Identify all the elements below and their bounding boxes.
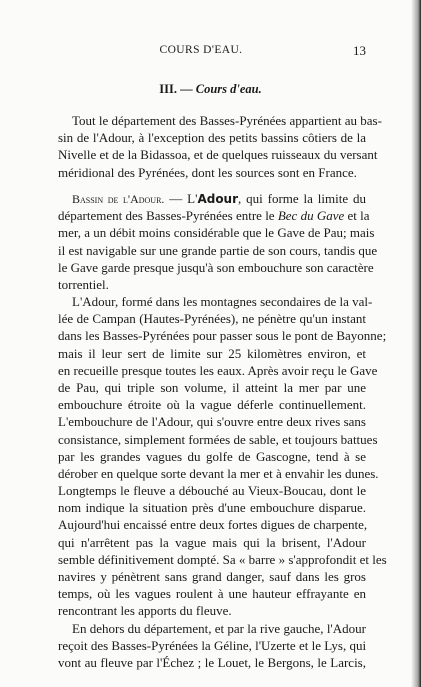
text-line: semble définitivement dompté. Sa « barre » s'approfondit et les <box>58 551 387 567</box>
text-line: embouchure étroite où la vague déferle continuellement. <box>58 397 366 413</box>
text-line: vont au fleuve par l'Échez ; le Louet, le Bergons, le Larcis, <box>58 655 366 671</box>
text-line: le Gave garde presque jusqu'à son embouchure son caractère <box>58 259 374 275</box>
text-line: lée de Campan (Hautes-Pyrénées), ne pénètre qu'un instant <box>58 311 366 327</box>
text-line: qui n'arrêtent pas la vague mais qui la brisent, l'Adour <box>58 534 366 550</box>
text-line: temps, où les vagues roulent à une hauteur effrayante en <box>58 586 366 602</box>
text-line: méridional des Pyrénées, dont les sources sont en France. <box>58 164 357 180</box>
lead-bold-term: Adour <box>197 192 239 206</box>
text-line: En dehors du département, et par la rive gauche, l'Adour <box>72 621 366 636</box>
running-title: COURS D'EAU. <box>159 44 243 56</box>
text-line: par les grandes vagues du golfe de Gascogne, tend à se <box>58 448 366 464</box>
text-line: Nivelle et de la Bidassoa, et de quelques ruisseaux du versant <box>58 147 378 163</box>
text-line: Aujourd'hui encaissé entre deux fortes digues de charpente, <box>58 517 368 533</box>
text-line: navires y pénètrent sans grand danger, sauf dans les gros <box>58 569 366 584</box>
text-line: rencontrant les apports du fleuve. <box>58 603 232 619</box>
paragraph-bassin <box>58 190 378 293</box>
text-line: de Pau, qui triple son volume, il atteint la mer par une <box>58 379 366 395</box>
section-lead-smallcaps: Bassin de l'Adour. <box>72 192 165 206</box>
text-line: nom indique la situation près d'une embouchure disparue. <box>58 500 366 516</box>
italic-term: Bec du Gave <box>277 208 345 224</box>
text-line: mer, a un débit moins considérable que le Gave de Pau; mais <box>58 225 375 241</box>
page-edge-shadow <box>411 0 421 687</box>
section-heading-number: III. — <box>159 82 193 96</box>
text-line: torrentiel. <box>58 276 109 292</box>
line-tail: et la <box>347 208 370 224</box>
text-line: consistance, simplement formées de sable, et toujours battues <box>58 431 378 447</box>
text-line: reçoit des Basses-Pyrénées la Géline, l'Uzerte et le Lys, qui <box>58 638 367 654</box>
text-line <box>58 207 370 224</box>
text-line: L'embouchure de l'Adour, qui s'ouvre entre deux rives sans <box>58 414 366 430</box>
text-line: il est navigable sur une grande partie de son cours, tandis que <box>58 242 378 258</box>
section-heading-title: Cours d'eau. <box>195 82 262 96</box>
text-line: sin de l'Adour, à l'exception des petits bassins côtiers de la <box>58 130 366 146</box>
paragraph-adour <box>58 293 387 620</box>
running-head <box>58 44 366 60</box>
page-number: 13 <box>353 43 366 58</box>
paragraph-affluents <box>58 620 366 672</box>
text-line: dérober en quelque sorte devant la mer et à envahir les dunes. <box>58 465 379 481</box>
text-line: en recueille presque toutes les eaux. Après avoir reçu le Gave <box>58 362 378 378</box>
line-start: département des Basses-Pyrénées entre le <box>58 208 275 224</box>
paragraph-intro <box>58 112 382 181</box>
text-line: Longtemps le fleuve a débouché au Vieux-Boucau, dont le <box>58 483 366 499</box>
text-line: Tout le département des Basses-Pyrénées appartient au bas- <box>72 113 382 128</box>
lead-dash: — L' <box>164 191 198 206</box>
text-line: mais il leur sert de limite sur 25 kilomètres environ, et <box>58 345 366 361</box>
lead-rest: , qui forme la limite du <box>238 191 366 206</box>
section-heading <box>0 82 421 97</box>
text-line <box>58 190 366 207</box>
text-line: L'Adour, formé dans les montagnes secondaires de la val- <box>72 294 373 309</box>
text-line: dans les Basses-Pyrénées pour passer sous le pont de Bayonne; <box>58 328 387 344</box>
